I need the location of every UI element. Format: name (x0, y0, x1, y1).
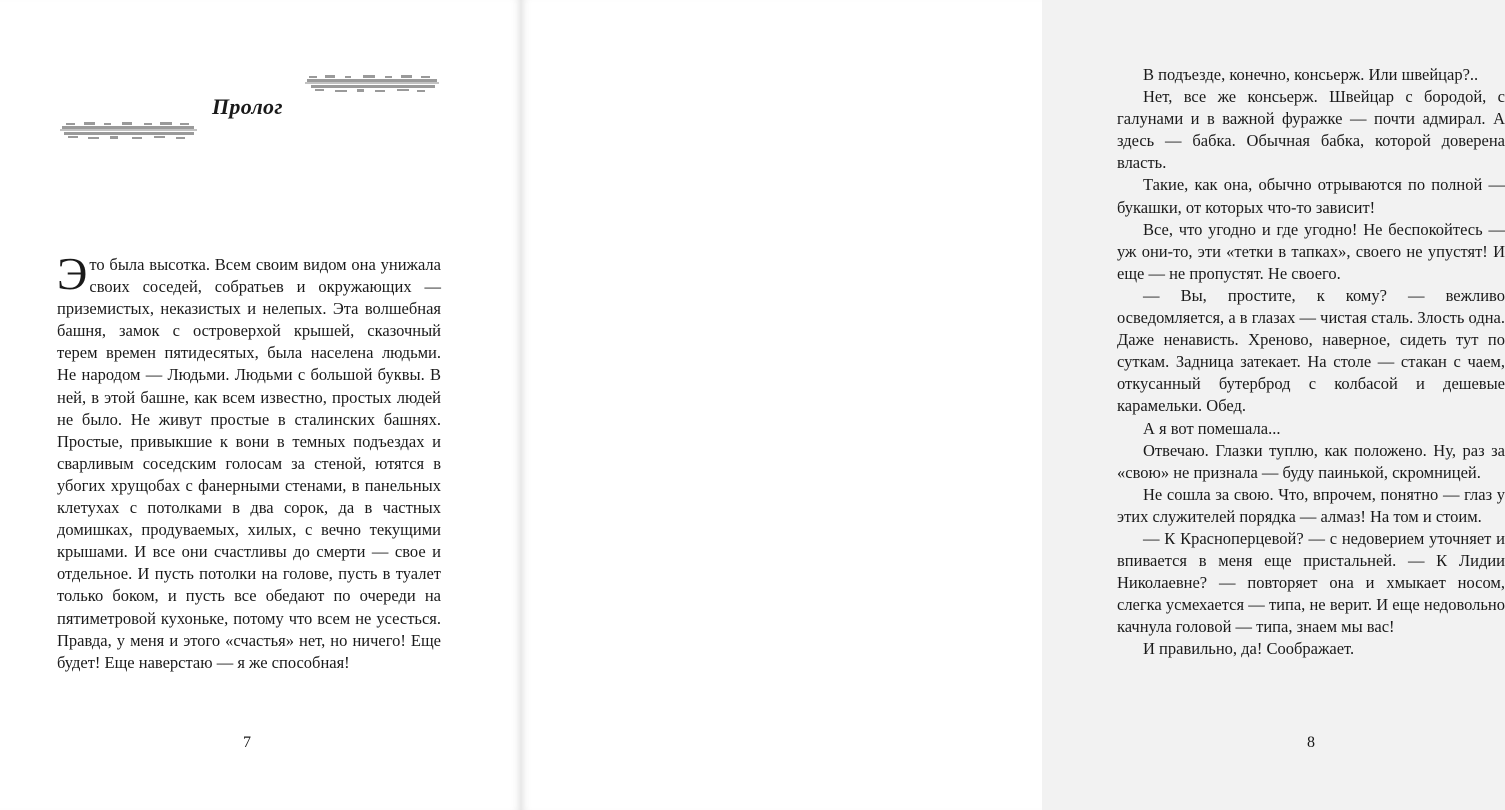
chapter-text (1117, 64, 1505, 661)
drop-cap: Э (57, 248, 88, 299)
decorative-brushstroke-bottom (60, 120, 198, 142)
chapter-title: Пролог (212, 94, 283, 119)
paragraph: Все, что угодно и где угодно! Не беспокойтесь — уж они-то, эти «тетки в тапках», своего не упустят! И еще — не пропустят. Не своего. (1117, 219, 1505, 283)
prologue-paragraph: то была высотка. Всем своим видом она унижала своих соседей, собратьев и окружающих — приземистых, неказистых и нелепых. Эта волшебная башня, замок с островерхой крышей, сказочный терем времен пятидесятых, была населена людьми. Не народом — Людьми. Людьми с большой буквы. В ней, в этой башне, как всем известно, простых людей не было. Не живут простые в сталинских башнях. Простые, привыкшие к вони в темных подъездах и сварливым соседским голосам за стеной, ютятся в убогих хрущобах с фанерными стенами, в панельных клетухах с потолками в два сорок, да в частных домишках, продуваемых, хилых, с вечно текущими крышами. И все они счастливы до смерти — свое и отдельное. И пусть потолки на голове, пусть в туалет только боком, и пусть все обедают по очереди на пятиметровой кухоньке, потому что всем не усесться. Правда, у меня и этого «счастья» нет, но ничего! Еще будет! Еще наверстаю — я же способная! (57, 255, 441, 672)
paragraph: Нет, все же консьерж. Швейцар с бородой, с галунами и в важной фуражке — почти адмирал. А здесь — бабка. Обычная бабка, которой доверена власть. (1117, 87, 1505, 173)
page-number-left: 7 (243, 734, 251, 751)
paragraph: Такие, как она, обычно отрываются по полной — букашки, от которых что-то зависит! (1117, 175, 1505, 217)
decorative-brushstroke-top (305, 73, 440, 95)
prologue-text (57, 248, 441, 674)
paragraph: — К Красноперцевой? — с недоверием уточняет и впивается в меня еще пристальней. — К Лидии Николаевне? — повторяет она и хмыкает носом, слегка усмехается — типа, не верит. И еще недовольно качнула головой — типа, знаем мы вас! (1117, 528, 1505, 637)
right-page (521, 0, 1505, 810)
paragraph: В подъезде, конечно, консьерж. Или швейцар?.. (1143, 65, 1479, 84)
paragraph: А я вот помешала... (1143, 418, 1281, 438)
paragraph: — Вы, простите, к кому? — вежливо осведомляется, а в глазах — чистая сталь. Злость одна. Даже ненависть. Хреново, наверное, сидеть тут по суткам. Задница затекает. На столе — стакан с чаем, откусанный бутерброд с колбасой и дешевые карамельки. Обед. (1117, 285, 1505, 416)
page-number-right: 8 (1307, 734, 1315, 751)
paragraph: Не сошла за свою. Что, впрочем, понятно — глаз у этих служителей порядка — алмаз! На том и стоим. (1117, 484, 1505, 526)
left-page (0, 0, 521, 810)
paragraph: И правильно, да! Соображает. (1143, 639, 1355, 659)
paragraph: Отвечаю. Глазки туплю, как положено. Ну, раз за «свою» не признала — буду паинькой, скромницей. (1117, 440, 1505, 482)
